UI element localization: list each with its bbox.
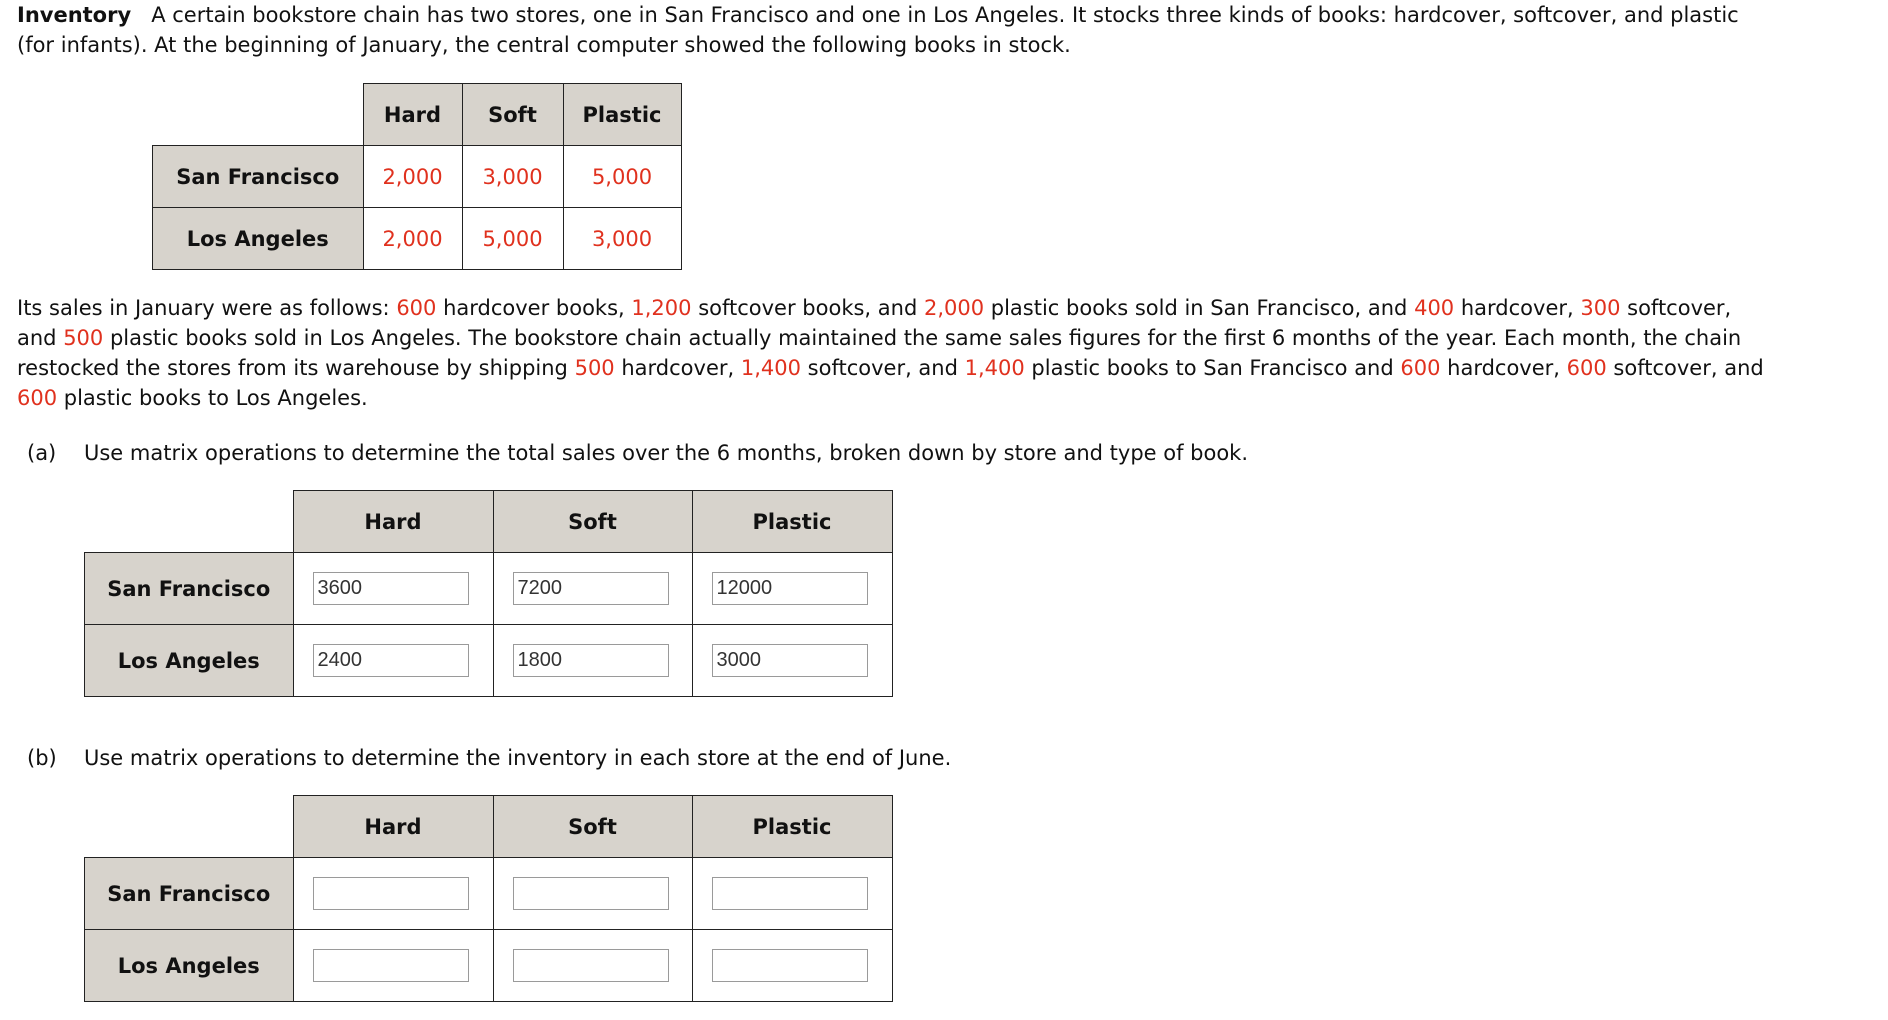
answer-cell [692, 930, 892, 1002]
answer-cell [692, 858, 892, 930]
intro-line-1: A certain bookstore chain has two stores, one in San Francisco and one in Los Angeles. It stocks three kinds of books: hardcover, softcover, and plastic [151, 3, 1739, 27]
answer-cell [493, 858, 692, 930]
inventory-la-hard-input[interactable] [313, 949, 469, 982]
sales-text: plastic books sold in Los Angeles. The bookstore chain actually maintained the same sales figures for the first 6 months of the year. Each month, the chain [103, 326, 1742, 350]
sales-text: plastic books sold in San Francisco, and [984, 296, 1415, 320]
sales-text: hardcover, [1440, 356, 1567, 380]
corner-cell [153, 84, 364, 146]
row-header-san-francisco: San Francisco [85, 553, 294, 625]
sales-number: 500 [63, 326, 104, 350]
inventory-sf-soft-input[interactable] [513, 877, 669, 910]
intro-paragraph [17, 0, 1877, 60]
stock-sf-soft: 3,000 [462, 146, 563, 208]
sales-sf-hard-input[interactable] [313, 572, 469, 605]
answer-cell [293, 553, 493, 625]
row-header-san-francisco: San Francisco [85, 858, 294, 930]
stock-la-soft: 5,000 [462, 208, 563, 270]
sales-number: 1,200 [631, 296, 692, 320]
sales-text: softcover, and [1606, 356, 1764, 380]
answer-cell [692, 553, 892, 625]
sales-answer-table [84, 490, 893, 697]
sales-text: restocked the stores from its warehouse by shipping [17, 356, 575, 380]
sales-number: 1,400 [740, 356, 801, 380]
col-header-plastic: Plastic [692, 796, 892, 858]
answer-cell [293, 858, 493, 930]
stock-sf-plastic: 5,000 [563, 146, 681, 208]
sales-text: and [17, 326, 64, 350]
sales-sf-soft-input[interactable] [513, 572, 669, 605]
answer-cell [493, 930, 692, 1002]
answer-cell [692, 625, 892, 697]
part-a-label: (a) [27, 441, 57, 465]
stock-la-plastic: 3,000 [563, 208, 681, 270]
sales-text: Its sales in January were as follows: [17, 296, 397, 320]
sales-text: hardcover books, [436, 296, 632, 320]
col-header-plastic: Plastic [563, 84, 681, 146]
col-header-hard: Hard [293, 796, 493, 858]
inventory-la-soft-input[interactable] [513, 949, 669, 982]
problem-title: Inventory [17, 3, 132, 27]
col-header-hard: Hard [363, 84, 462, 146]
part-a-text: Use matrix operations to determine the total sales over the 6 months, broken down by store and type of book. [84, 441, 1249, 465]
corner-cell [85, 491, 294, 553]
inventory-la-plastic-input[interactable] [712, 949, 868, 982]
part-b-label: (b) [27, 746, 57, 770]
sales-la-plastic-input[interactable] [712, 644, 868, 677]
stock-table [152, 83, 682, 270]
sales-number: 600 [1566, 356, 1607, 380]
sales-text: softcover, [1620, 296, 1732, 320]
sales-la-soft-input[interactable] [513, 644, 669, 677]
inventory-sf-hard-input[interactable] [313, 877, 469, 910]
sales-number: 500 [574, 356, 615, 380]
row-header-los-angeles: Los Angeles [85, 930, 294, 1002]
sales-text: plastic books to Los Angeles. [57, 386, 368, 410]
row-header-san-francisco: San Francisco [153, 146, 364, 208]
stock-sf-hard: 2,000 [363, 146, 462, 208]
sales-number: 300 [1580, 296, 1621, 320]
answer-cell [493, 625, 692, 697]
sales-text: hardcover, [614, 356, 741, 380]
inventory-answer-table [84, 795, 893, 1002]
sales-text: hardcover, [1454, 296, 1581, 320]
stock-la-hard: 2,000 [363, 208, 462, 270]
answer-cell [293, 625, 493, 697]
part-b-question [27, 743, 951, 773]
answer-cell [293, 930, 493, 1002]
inventory-sf-plastic-input[interactable] [712, 877, 868, 910]
sales-number: 600 [396, 296, 437, 320]
sales-number: 600 [1400, 356, 1441, 380]
sales-number: 400 [1414, 296, 1455, 320]
corner-cell [85, 796, 294, 858]
answer-cell [493, 553, 692, 625]
col-header-soft: Soft [493, 491, 692, 553]
row-header-los-angeles: Los Angeles [153, 208, 364, 270]
sales-text: softcover books, and [691, 296, 924, 320]
col-header-soft: Soft [462, 84, 563, 146]
sales-text: softcover, and [800, 356, 965, 380]
sales-number: 1,400 [964, 356, 1025, 380]
sales-la-hard-input[interactable] [313, 644, 469, 677]
part-b-text: Use matrix operations to determine the inventory in each store at the end of June. [84, 746, 952, 770]
col-header-plastic: Plastic [692, 491, 892, 553]
sales-paragraph [17, 293, 1877, 413]
sales-sf-plastic-input[interactable] [712, 572, 868, 605]
row-header-los-angeles: Los Angeles [85, 625, 294, 697]
intro-line-2: (for infants). At the beginning of January, the central computer showed the following books in stock. [17, 33, 1071, 57]
col-header-soft: Soft [493, 796, 692, 858]
sales-number: 600 [17, 386, 58, 410]
part-a-question [27, 438, 1248, 468]
sales-text: plastic books to San Francisco and [1024, 356, 1401, 380]
sales-number: 2,000 [923, 296, 985, 320]
col-header-hard: Hard [293, 491, 493, 553]
